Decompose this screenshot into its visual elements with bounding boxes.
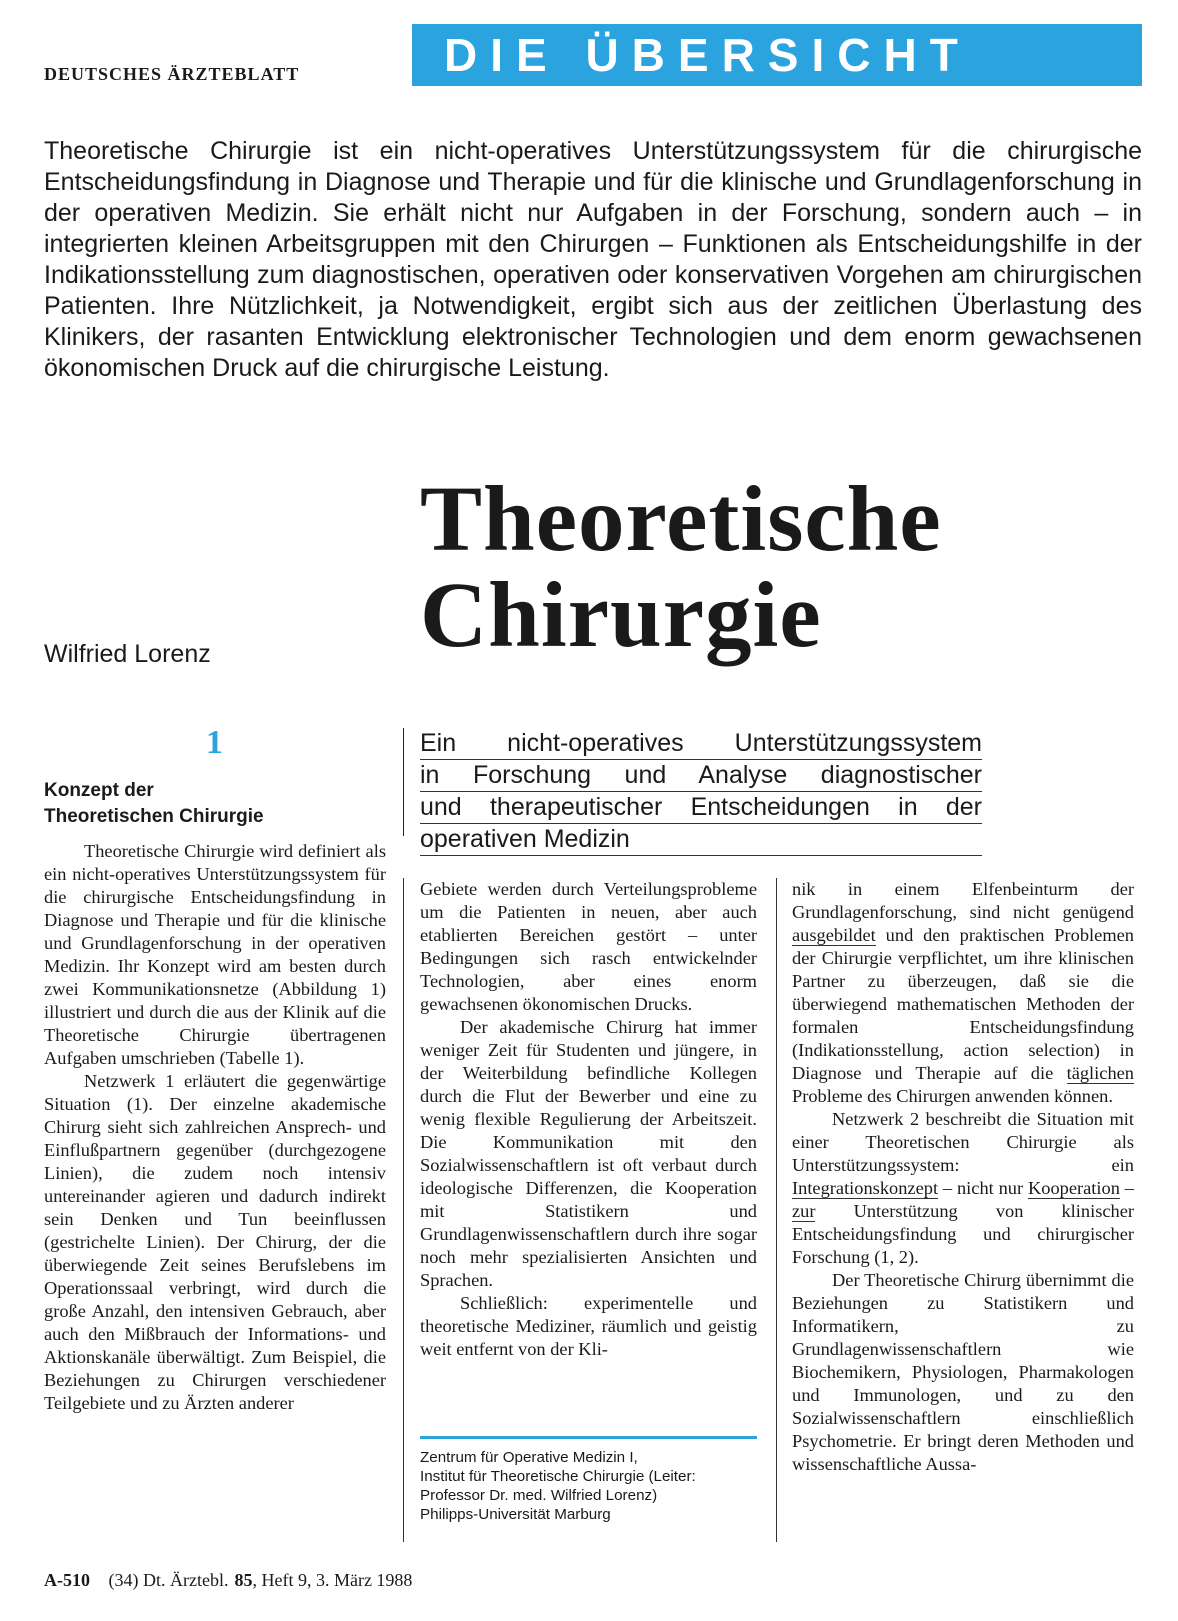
text-run: Netzwerk 2 beschreibt die Situation mit einer Theoretischen Chirurgie als Unterstützungssystem: ein [792,1109,1134,1175]
issue-date: , Heft 9, 3. März 1988 [252,1570,413,1590]
footnote-line: Institut für Theoretische Chirurgie (Leiter: [420,1468,696,1485]
paragraph: Gebiete werden durch Verteilungsprobleme um die Patienten in neuen, aber auch etablierten Bereichen gestört – unter Bedingungen sich rasch entwickelnder Technologien, aber eines enorm gewachsenen ökonomischen Drucks. [420,879,757,1014]
title-line-1: Theoretische [420,468,942,571]
footnote-line: Zentrum für Operative Medizin I, [420,1449,638,1466]
paragraph: Der akademische Chirurg hat immer weniger Zeit für Studenten und jüngere, in der Weiterbildung befindliche Kollegen durch die Flut der Bewerber und eine zu wenig flexible Regulierung der Arbeitszeit. Die Kommunikation mit den Sozialwissenschaftlern ist oft verbaut durch ideologische Differenzen, die Kooperation mit Statistikern und Grundlagenwissenschaftlern durch ihre sogar noch mehr spezialisierten Ansichten und Sprachen. [420,1017,757,1290]
footnote-line: Philipps-Universität Marburg [420,1506,611,1523]
footnote-line: Professor Dr. med. Wilfried Lorenz) [420,1487,658,1504]
column-1 [44,840,386,1415]
text-run: – nicht nur [942,1178,1024,1198]
underlined-text: täglichen [1066,1063,1134,1083]
text-run: Unterstützung von klinischer Entscheidungsfindung und chirurgischer Forschung (1, 2). [792,1201,1134,1267]
article-subtitle [420,728,982,856]
title-line-2: Chirurgie [420,564,822,667]
subtitle-line: Ein nicht-operatives Unterstützungssystem [420,728,982,760]
text-run: – [1124,1178,1134,1198]
paragraph: Der Theoretische Chirurg übernimmt die Beziehungen zu Statistikern und Informatikern, zu Grundlagenwissenschaftlern wie Biochemikern, Physiologen, Pharmakologen und Immunologen, und zu den Sozialwissenschaftlern einschließlich Psychometrie. Er bringt deren Methoden und wissenschaftliche Aussa- [792,1270,1134,1474]
paragraph [792,1108,1134,1269]
text-run: nik in einem Elfenbeinturm der Grundlagenforschung, sind nicht genügend [792,879,1134,922]
column-2 [420,878,757,1361]
subtitle-line: operativen Medizin [420,824,982,856]
column-3 [792,878,1134,1476]
column-divider [403,878,404,1542]
text-run: Probleme des Chirurgen anwenden können. [792,1086,1113,1106]
volume-number: 85 [234,1570,253,1590]
paragraph: Theoretische Chirurgie wird definiert als ein nicht-operatives Unterstützungssystem für die chirurgische Entscheidungsfindung in Diagnose und Therapie und für die klinische und Grundlagenforschung in der operativen Medizin. Ihr Konzept wird am besten durch zwei Kommunikationsnetze (Abbildung 1) illustriert und durch die aus der Klinik auf die Theoretische Chirurgie übertragenen Aufgaben umschrieben (Tabelle 1). [44,841,386,1068]
column-divider [776,878,777,1542]
article-title [420,468,1160,667]
underlined-text: Integrationskonzept [792,1178,939,1198]
paragraph [792,878,1134,1108]
author-name: Wilfried Lorenz [44,640,211,668]
underlined-text: zur [792,1201,816,1221]
section-heading-line-2: Theoretischen Chirurgie [44,806,264,827]
text-run: und den praktischen Problemen der Chirurgie verpflichtet, um ihre klinischen Partner zu überzeugen, daß sie die überwiegend mathematischen Methoden der formalen Entscheidungsfindung (Indikationsstellung, action selection) in Diagnose und Therapie auf die [792,925,1134,1083]
footnote-rule [420,1436,757,1439]
paragraph: Netzwerk 1 erläutert die gegenwärtige Situation (1). Der einzelne akademische Chirurg sieht sich zahlreichen Ansprech- und Einflußpartnern gegenüber (durchgezogene Linien), die zudem noch intensiv untereinander agieren und dadurch indirekt sein Denken und Tun beeinflussen (gestrichelte Linien). Der Chirurg, der die überwiegende Zeit seines Berufslebens im Operationssaal verbringt, wird durch die große Anzahl, den intensiven Gebrauch, aber auch den Mißbrauch der Informations- und Aktionskanäle überwältigt. Zum Beispiel, die Beziehungen zu Chirurgen verschiedener Teilgebiete und zu Ärzten anderer [44,1071,386,1413]
subtitle-line: und therapeutischer Entscheidungen in der [420,792,982,824]
lead-paragraph: Theoretische Chirurgie ist ein nicht-operatives Unterstützungssystem für die chirurgische Entscheidungsfindung in Diagnose und Therapie und für die klinische und Grundlagenforschung in der operativen Medizin. Sie erhält nicht nur Aufgaben in der Forschung, sondern auch – in integrierten kleinen Arbeitsgruppen mit den Chirurgen – Funktionen als Entscheidungshilfe in der Indikationsstellung zum diagnostischen, operativen oder konservativen Vorgehen am chirurgischen Patienten. Ihre Nützlichkeit, ja Notwendigkeit, ergibt sich aus der zeitlichen Überlastung des Klinikers, der rasanten Entwicklung elektronischer Technologien und dem enorm gewachsenen ökonomischen Druck auf die chirurgische Leistung. [44,137,1142,382]
paragraph: Schließlich: experimentelle und theoretische Mediziner, räumlich und geistig weit entfernt von der Kli- [420,1293,757,1359]
section-banner: DIE ÜBERSICHT [412,24,1142,86]
underlined-text: Kooperation [1027,1178,1120,1198]
page-footer [44,1570,426,1591]
section-heading-line-1: Konzept der [44,780,154,801]
page-number: A-510 [44,1570,90,1590]
affiliation-footnote [420,1448,760,1524]
subtitle-line: in Forschung und Analyse diagnostischer [420,760,982,792]
section-heading [44,778,264,830]
subtitle-rule [403,728,404,836]
journal-citation: (34) Dt. Ärztebl. [108,1570,229,1590]
section-number: 1 [206,724,223,761]
masthead: DEUTSCHES ÄRZTEBLATT [44,64,300,84]
underlined-text: ausgebildet [792,925,876,945]
